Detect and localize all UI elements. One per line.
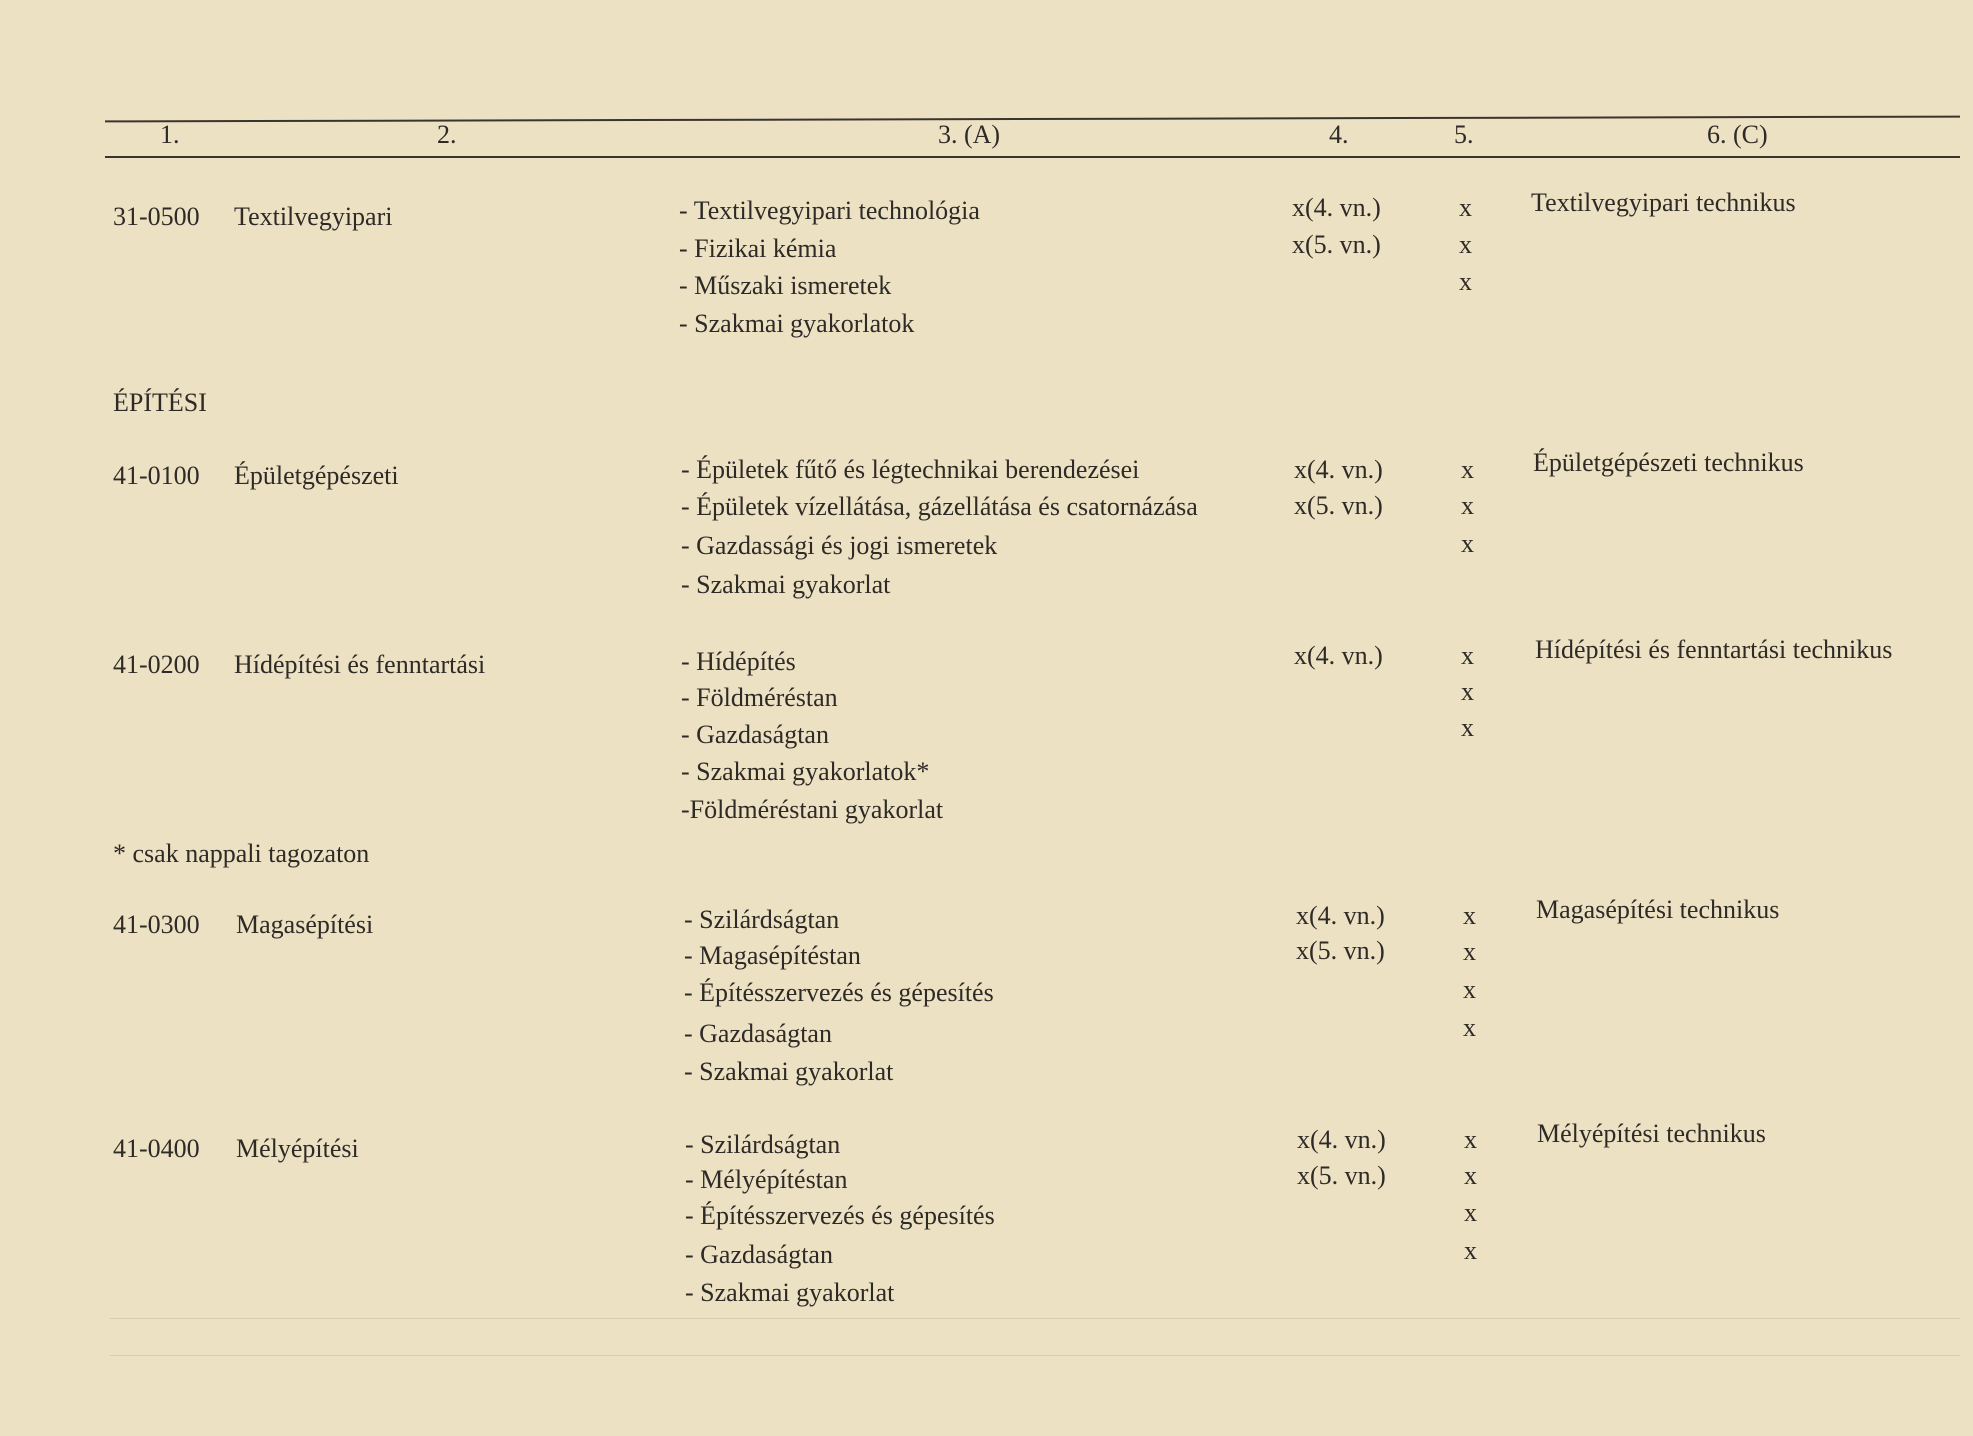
col4-mark: x(5. vn.) [1296, 936, 1385, 965]
subject-item: - Hídépítés [681, 647, 796, 676]
subject-item: - Gazdaságtan [681, 720, 829, 749]
col4-mark: x(4. vn.) [1294, 455, 1383, 484]
col5-mark: x [1464, 1125, 1477, 1154]
row-code: 31-0500 [113, 202, 200, 231]
col4-mark: x(5. vn.) [1297, 1161, 1386, 1190]
row-name: Hídépítési és fenntartási [234, 650, 486, 679]
qualification: Mélyépítési technikus [1537, 1119, 1766, 1148]
col5-mark: x [1461, 529, 1474, 558]
subject-item: - Gazdaságtan [684, 1019, 832, 1048]
col5-mark: x [1463, 937, 1476, 966]
row-name: Textilvegyipari [234, 202, 393, 231]
col5-mark: x [1461, 713, 1474, 742]
subject-item: - Magasépítéstan [684, 941, 861, 970]
subject-item: - Szakmai gyakorlat [684, 1057, 894, 1086]
subject-item: - Építésszervezés és gépesítés [684, 978, 994, 1007]
header-bottom-rule [105, 156, 1960, 158]
col4-mark: x(5. vn.) [1292, 230, 1381, 259]
row-name: Magasépítési [236, 910, 374, 939]
subject-item: - Földméréstan [681, 683, 838, 712]
subject-item: -Földméréstani gyakorlat [681, 795, 944, 824]
row-name: Mélyépítési [236, 1134, 359, 1163]
subject-item: - Műszaki ismeretek [679, 271, 892, 300]
col4-mark: x(4. vn.) [1297, 1125, 1386, 1154]
subject-item: - Gazdassági és jogi ismeretek [681, 531, 998, 560]
col4-mark: x(4. vn.) [1296, 901, 1385, 930]
subject-item: - Mélyépítéstan [685, 1165, 848, 1194]
col5-mark: x [1463, 975, 1476, 1004]
subject-item: - Textilvegyipari technológia [679, 196, 980, 225]
col5-mark: x [1461, 455, 1474, 484]
header-col-6: 6. (C) [1707, 120, 1768, 149]
col5-mark: x [1459, 193, 1472, 222]
col5-mark: x [1459, 230, 1472, 259]
col5-mark: x [1464, 1198, 1477, 1227]
subject-item: - Épületek fűtő és légtechnikai berendezései [681, 455, 1140, 484]
header-col-4: 4. [1329, 120, 1349, 149]
col5-mark: x [1461, 677, 1474, 706]
subject-item: - Szilárdságtan [684, 905, 840, 934]
bleed-line [110, 1355, 1960, 1356]
footnote: * csak nappali tagozaton [113, 839, 370, 868]
row-code: 41-0400 [113, 1134, 200, 1163]
subject-item: - Szakmai gyakorlat [681, 570, 891, 599]
col5-mark: x [1464, 1161, 1477, 1190]
col5-mark: x [1463, 901, 1476, 930]
col5-mark: x [1461, 491, 1474, 520]
subject-item: - Gazdaságtan [685, 1240, 833, 1269]
qualification: Textilvegyipari technikus [1531, 188, 1796, 217]
col5-mark: x [1463, 1013, 1476, 1042]
col4-mark: x(4. vn.) [1294, 641, 1383, 670]
subject-item: - Szakmai gyakorlatok [679, 309, 915, 338]
subject-item: - Fizikai kémia [679, 234, 837, 263]
row-code: 41-0200 [113, 650, 200, 679]
header-col-5: 5. [1454, 120, 1474, 149]
bleed-line [110, 1318, 1960, 1319]
row-code: 41-0100 [113, 461, 200, 490]
header-col-2: 2. [437, 120, 457, 149]
subject-item: - Szilárdságtan [685, 1130, 841, 1159]
qualification: Magasépítési technikus [1536, 895, 1780, 924]
subject-item: - Épületek vízellátása, gázellátása és csatornázása [681, 492, 1198, 521]
section-heading: ÉPÍTÉSI [113, 388, 207, 417]
header-top-rule [105, 116, 1960, 123]
header-col-3: 3. (A) [938, 120, 1001, 149]
qualification: Hídépítési és fenntartási technikus [1535, 635, 1893, 664]
col4-mark: x(5. vn.) [1294, 491, 1383, 520]
header-col-1: 1. [160, 120, 180, 149]
subject-item: - Szakmai gyakorlatok* [681, 757, 930, 786]
col4-mark: x(4. vn.) [1292, 193, 1381, 222]
col5-mark: x [1461, 641, 1474, 670]
row-name: Épületgépészeti [234, 461, 399, 490]
qualification: Épületgépészeti technikus [1533, 448, 1804, 477]
col5-mark: x [1464, 1236, 1477, 1265]
subject-item: - Szakmai gyakorlat [685, 1278, 895, 1307]
row-code: 41-0300 [113, 910, 200, 939]
subject-item: - Építésszervezés és gépesítés [685, 1201, 995, 1230]
col5-mark: x [1459, 267, 1472, 296]
